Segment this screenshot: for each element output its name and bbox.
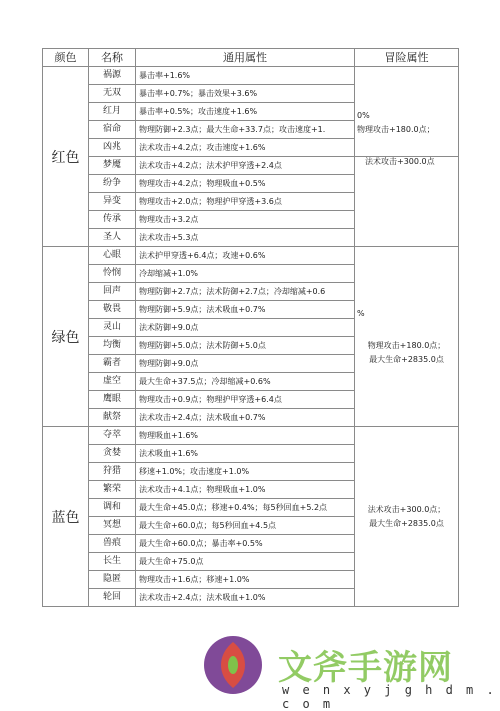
rune-name: 虚空 — [89, 373, 136, 391]
adventure-attr-line: 法术攻击+300.0点 — [365, 157, 435, 166]
rune-name: 献祭 — [89, 409, 136, 427]
table-row — [43, 247, 459, 265]
rune-general-attr: 暴击率+1.6% — [136, 67, 355, 85]
watermark-text: 文斧手游网 — [278, 648, 453, 688]
rune-name: 凶兆 — [89, 139, 136, 157]
rune-general-attr: 法术攻击+2.4点；法术吸血+1.0% — [136, 589, 355, 607]
rune-general-attr: 最大生命+60.0点；暴击率+0.5% — [136, 535, 355, 553]
rune-general-attr: 物理吸血+1.6% — [136, 427, 355, 445]
rune-name: 轮回 — [89, 589, 136, 607]
adventure-attr-bottom — [355, 157, 459, 247]
rune-name: 传承 — [89, 211, 136, 229]
rune-general-attr: 冷却缩减+1.0% — [136, 265, 355, 283]
rune-name: 调和 — [89, 499, 136, 517]
rune-general-attr: 法术攻击+2.4点；法术吸血+0.7% — [136, 409, 355, 427]
rune-name: 无双 — [89, 85, 136, 103]
rune-name: 均衡 — [89, 337, 136, 355]
rune-general-attr: 最大生命+37.5点；冷却缩减+0.6% — [136, 373, 355, 391]
rune-name: 梦魇 — [89, 157, 136, 175]
rune-general-attr: 物理防御+5.0点；法术防御+5.0点 — [136, 337, 355, 355]
watermark-url: w e n x y j g h d m . c o m — [282, 683, 497, 711]
header-adventure-attr: 冒险属性 — [355, 49, 459, 67]
rune-general-attr: 法术防御+9.0点 — [136, 319, 355, 337]
rune-name: 霸者 — [89, 355, 136, 373]
rune-name: 敬畏 — [89, 301, 136, 319]
rune-name: 心眼 — [89, 247, 136, 265]
rune-name: 繁荣 — [89, 481, 136, 499]
rune-general-attr: 最大生命+60.0点；每5秒回血+4.5点 — [136, 517, 355, 535]
rune-general-attr: 最大生命+75.0点 — [136, 553, 355, 571]
rune-general-attr: 物理攻击+2.0点；物理护甲穿透+3.6点 — [136, 193, 355, 211]
header-row — [43, 49, 459, 67]
header-general-attr: 通用属性 — [136, 49, 355, 67]
color-group-label: 绿色 — [43, 247, 89, 427]
rune-general-attr: 法术护甲穿透+6.4点；攻速+0.6% — [136, 247, 355, 265]
rune-name: 圣人 — [89, 229, 136, 247]
table-row — [43, 427, 459, 445]
rune-general-attr: 暴击率+0.5%；攻击速度+1.6% — [136, 103, 355, 121]
rune-general-attr: 最大生命+45.0点；移速+0.4%；每5秒回血+5.2点 — [136, 499, 355, 517]
rune-name: 异变 — [89, 193, 136, 211]
rune-name: 祸源 — [89, 67, 136, 85]
rune-general-attr: 物理攻击+4.2点；物理吸血+0.5% — [136, 175, 355, 193]
adventure-attr-block — [355, 247, 459, 427]
rune-name: 鹰眼 — [89, 391, 136, 409]
rune-general-attr: 物理攻击+3.2点 — [136, 211, 355, 229]
rune-general-attr: 物理攻击+0.9点；物理护甲穿透+6.4点 — [136, 391, 355, 409]
header-name: 名称 — [89, 49, 136, 67]
rune-name: 红月 — [89, 103, 136, 121]
table-row — [43, 67, 459, 85]
adventure-attr-line: % — [357, 308, 365, 318]
rune-name: 灵山 — [89, 319, 136, 337]
adventure-attr-block — [355, 427, 459, 607]
rune-name: 怜悯 — [89, 265, 136, 283]
rune-name: 狩猎 — [89, 463, 136, 481]
rune-name: 宿命 — [89, 121, 136, 139]
rune-name: 纷争 — [89, 175, 136, 193]
table-row — [43, 157, 459, 175]
adventure-attr-line: 最大生命+2835.0点 — [369, 354, 444, 364]
rune-name: 夺萃 — [89, 427, 136, 445]
adventure-attr-line: 最大生命+2835.0点 — [369, 518, 444, 528]
rune-general-attr: 法术攻击+4.2点；法术护甲穿透+2.4点 — [136, 157, 355, 175]
rune-name: 隐匿 — [89, 571, 136, 589]
attribute-table — [42, 48, 459, 607]
rune-general-attr: 法术吸血+1.6% — [136, 445, 355, 463]
adventure-attr-line: 物理攻击+180.0点； — [367, 340, 446, 350]
rune-general-attr: 物理防御+9.0点 — [136, 355, 355, 373]
rune-name: 长生 — [89, 553, 136, 571]
watermark-logo-icon — [200, 632, 266, 698]
adventure-attr-line: 物理攻击+180.0点； — [357, 125, 435, 134]
rune-name: 兽痕 — [89, 535, 136, 553]
rune-general-attr: 暴击率+0.7%；暴击效果+3.6% — [136, 85, 355, 103]
rune-name: 贪婪 — [89, 445, 136, 463]
rune-general-attr: 物理防御+2.7点；法术防御+2.7点；冷却缩减+0.6 — [136, 283, 355, 301]
color-group-label: 蓝色 — [43, 427, 89, 607]
rune-general-attr: 物理攻击+1.6点；移速+1.0% — [136, 571, 355, 589]
rune-general-attr: 法术攻击+5.3点 — [136, 229, 355, 247]
adventure-attr-top — [355, 67, 459, 157]
header-color: 颜色 — [43, 49, 89, 67]
color-group-label: 红色 — [43, 67, 89, 247]
adventure-attr-line: 0% — [357, 111, 370, 120]
rune-general-attr: 移速+1.0%；攻击速度+1.0% — [136, 463, 355, 481]
adventure-attr-line: 法术攻击+300.0点； — [367, 504, 446, 514]
rune-general-attr: 法术攻击+4.1点；物理吸血+1.0% — [136, 481, 355, 499]
rune-general-attr: 物理防御+5.9点；法术吸血+0.7% — [136, 301, 355, 319]
rune-general-attr: 法术攻击+4.2点；攻击速度+1.6% — [136, 139, 355, 157]
rune-name: 回声 — [89, 283, 136, 301]
rune-name: 冥想 — [89, 517, 136, 535]
rune-general-attr: 物理防御+2.3点；最大生命+33.7点；攻击速度+1. — [136, 121, 355, 139]
